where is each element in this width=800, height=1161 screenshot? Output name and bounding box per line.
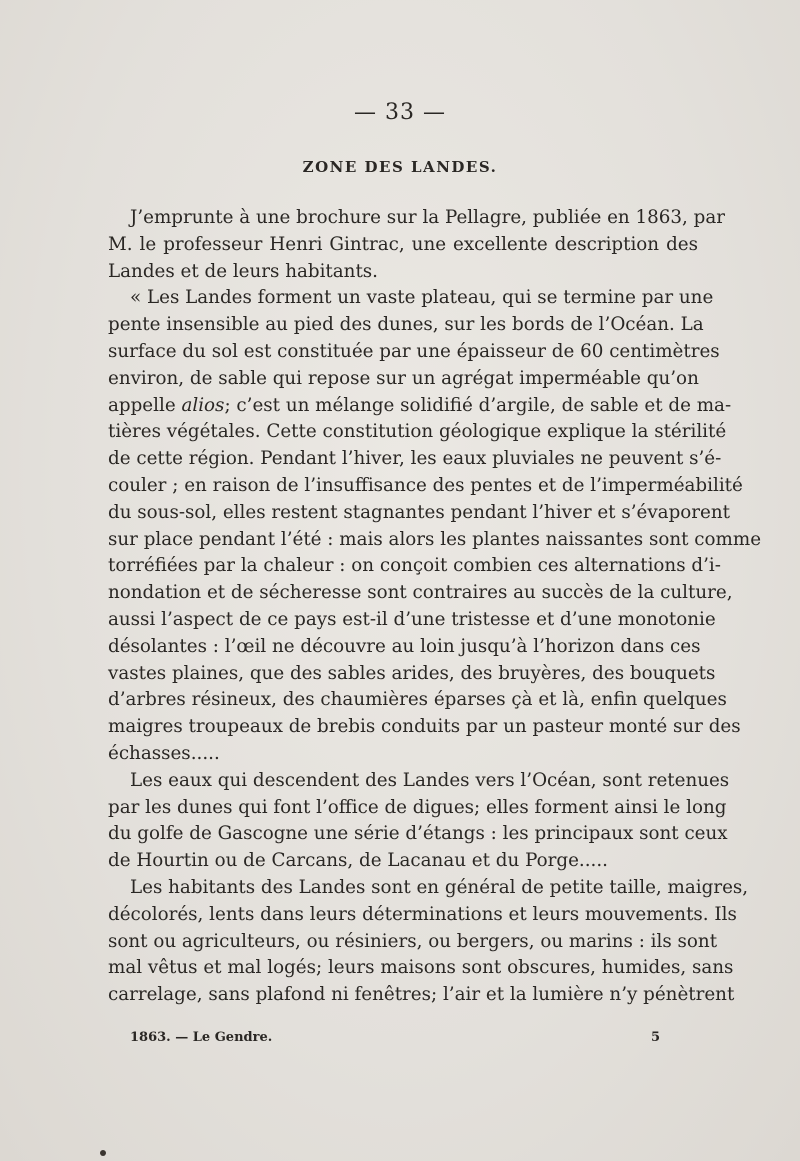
signature-number: 5 <box>650 1030 660 1045</box>
text-line: Landes et de leurs habitants. <box>108 260 378 282</box>
text-line: désolantes : l’œil ne découvre au loin jusqu’à l’horizon dans ces <box>108 635 701 657</box>
text-line: du golfe de Gascogne une série d’étangs : les principaux sont ceux <box>108 823 728 845</box>
text-line: du sous-sol, elles restent stagnantes pendant l’hiver et s’évaporent <box>108 501 730 523</box>
text-line: environ, de sable qui repose sur un agrégat imperméable qu’on <box>108 367 699 389</box>
text-line: « Les Landes forment un vaste plateau, qui se termine par une <box>130 287 714 309</box>
text-line: vastes plaines, que des sables arides, des bruyères, des bouquets <box>108 662 716 684</box>
body-text <box>108 205 762 1009</box>
text-line: sur place pendant l’été : mais alors les plantes naissantes sont comme <box>108 528 762 550</box>
text-line: mal vêtus et mal logés; leurs maisons sont obscures, humides, sans <box>108 957 734 979</box>
text-line: tières végétales. Cette constitution géologique explique la stérilité <box>108 421 727 443</box>
text-line: pente insensible au pied des dunes, sur les bords de l’Océan. La <box>108 314 704 336</box>
text-line: de Hourtin ou de Carcans, de Lacanau et du Porge..... <box>108 850 608 872</box>
text-line: d’arbres résineux, des chaumières éparses çà et là, enfin quelques <box>108 689 727 711</box>
text-line: sont ou agriculteurs, ou résiniers, ou bergers, ou marins : ils sont <box>108 930 718 952</box>
section-title: ZONE DES LANDES. <box>302 158 498 176</box>
text-line: carrelage, sans plafond ni fenêtres; l’air et la lumière n’y pénètrent <box>108 984 735 1006</box>
text-line: nondation et de sécheresse sont contraires au succès de la culture, <box>108 582 733 604</box>
text-line: aussi l’aspect de ce pays est-il d’une tristesse et d’une monotonie <box>108 608 716 630</box>
text-line: surface du sol est constituée par une épaisseur de 60 centimètres <box>108 340 720 362</box>
text-line: de cette région. Pendant l’hiver, les eaux pluviales ne peuvent s’é- <box>108 448 722 470</box>
text-line: appelle alios; c’est un mélange solidifié d’argile, de sable et de ma- <box>108 394 732 416</box>
text-line: décolorés, lents dans leurs déterminations et leurs mouvements. Ils <box>108 903 737 925</box>
text-line: J’emprunte à une brochure sur la Pellagre, publiée en 1863, par <box>130 207 725 228</box>
text-line: échasses..... <box>108 742 220 764</box>
text-line: M. le professeur Henri Gintrac, une excellente description des <box>108 233 698 255</box>
text-line: maigres troupeaux de brebis conduits par un pasteur monté sur des <box>108 716 741 738</box>
text-line: torréfiées par la chaleur : on conçoit combien ces alternations d’i- <box>108 555 721 577</box>
signature-mark: 1863. — Le Gendre. <box>130 1030 273 1045</box>
text-line: couler ; en raison de l’insuffisance des pentes et de l’imperméabilité <box>108 474 743 496</box>
page-number: — 33 — <box>354 100 446 125</box>
ink-spot <box>100 1150 106 1156</box>
text-line: par les dunes qui font l’office de digues; elles forment ainsi le long <box>108 796 727 818</box>
text-line: Les habitants des Landes sont en général de petite taille, maigres, <box>130 876 749 898</box>
italic-term: alios <box>181 394 225 416</box>
text-line: Les eaux qui descendent des Landes vers l’Océan, sont retenues <box>130 769 730 791</box>
page-footer <box>130 1030 660 1045</box>
